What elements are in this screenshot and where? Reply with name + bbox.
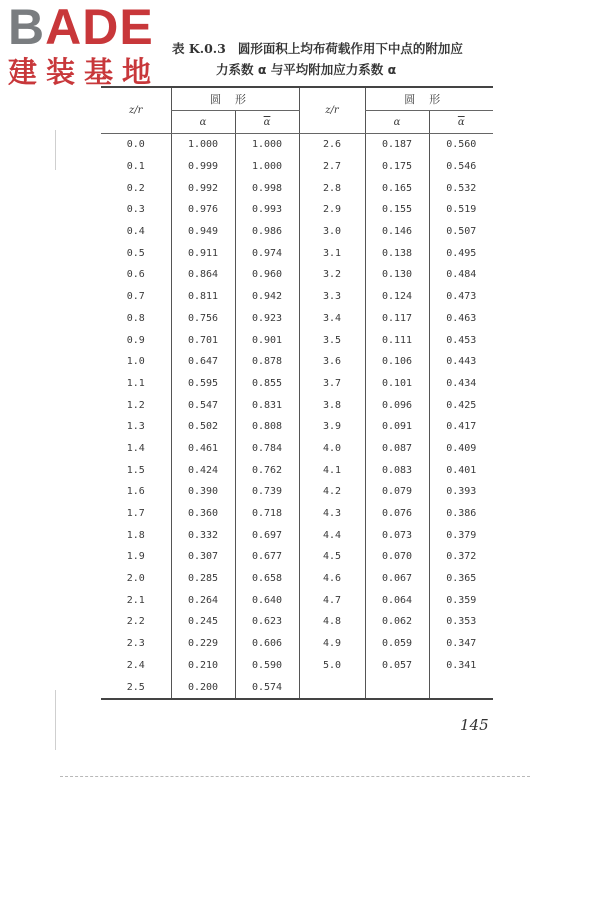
header-alpha-right: α [365,111,429,134]
zr-cell: 1.1 [126,377,145,389]
zr-cell: 2.3 [126,638,145,650]
table-body [101,134,493,699]
alpha-cell: 0.155 [365,199,429,221]
zr-cell: 1.7 [126,508,145,520]
alpha-bar-cell: 0.808 [235,416,299,438]
table-row [101,524,493,546]
table-title [168,38,508,80]
alpha-bar-cell: 1.000 [235,134,299,156]
title-line-2: 力系数 α 与平均附加应力系数 α [216,62,397,77]
alpha-cell: 0.062 [365,611,429,633]
alpha-cell: 0.091 [365,416,429,438]
table-row [101,177,493,199]
alpha-bar-cell: 0.434 [429,373,493,395]
zr-cell: 2.1 [126,594,145,606]
coefficient-table [101,86,493,700]
logo-letters-ade: ADE [45,0,154,55]
alpha-cell: 0.067 [365,568,429,590]
alpha-bar-cell: 0.998 [235,177,299,199]
zr-cell: 3.7 [299,373,365,395]
alpha-bar-cell: 0.341 [429,655,493,677]
alpha-cell: 0.059 [365,633,429,655]
alpha-cell: 0.175 [365,156,429,178]
zr-cell: 0.9 [126,334,145,346]
alpha-bar-cell: 0.417 [429,416,493,438]
alpha-bar-cell: 0.386 [429,503,493,525]
alpha-cell: 0.332 [171,524,235,546]
alpha-cell: 0.106 [365,351,429,373]
zr-cell: 1.5 [126,464,145,476]
table-row [101,503,493,525]
zr-cell: 0.3 [126,204,145,216]
alpha-bar-cell: 0.574 [235,676,299,699]
zr-cell: 1.8 [126,529,145,541]
zr-cell: 2.7 [299,156,365,178]
table-row [101,633,493,655]
alpha-bar-cell: 0.347 [429,633,493,655]
zr-cell: 0.5 [126,247,145,259]
alpha-cell: 1.000 [171,134,235,156]
header-alpha-left: α [171,111,235,134]
scan-artifact-mark [55,690,56,750]
zr-cell: 4.7 [299,589,365,611]
logo-subtitle: 建装基地 [8,55,161,89]
title-line-1 [168,38,508,59]
table-row [101,655,493,677]
alpha-cell [365,676,429,699]
alpha-bar-cell: 1.000 [235,156,299,178]
table-row [101,286,493,308]
alpha-bar-cell: 0.606 [235,633,299,655]
alpha-cell: 0.949 [171,221,235,243]
alpha-bar-cell: 0.878 [235,351,299,373]
header-alpha-bar-right: $\overline{\alpha}$ [429,111,493,134]
table-row [101,611,493,633]
bade-logo [8,2,178,94]
zr-cell: 0.8 [126,312,145,324]
zr-cell: 0.2 [126,182,145,194]
alpha-bar-cell: 0.974 [235,242,299,264]
table-row [101,373,493,395]
alpha-bar-cell: 0.855 [235,373,299,395]
alpha-cell: 0.096 [365,394,429,416]
alpha-cell: 0.864 [171,264,235,286]
scan-artifact-line [60,776,530,777]
table-row [101,351,493,373]
alpha-cell: 0.079 [365,481,429,503]
alpha-bar-cell: 0.831 [235,394,299,416]
alpha-bar-cell: 0.901 [235,329,299,351]
zr-cell: 2.4 [126,659,145,671]
zr-cell: 3.8 [299,394,365,416]
zr-cell: 2.5 [126,681,145,693]
alpha-bar-cell: 0.560 [429,134,493,156]
alpha-cell: 0.701 [171,329,235,351]
alpha-bar-cell: 0.425 [429,394,493,416]
alpha-cell: 0.461 [171,438,235,460]
alpha-cell: 0.307 [171,546,235,568]
table-row [101,568,493,590]
alpha-bar-cell: 0.923 [235,308,299,330]
zr-cell: 3.5 [299,329,365,351]
alpha-cell: 0.083 [365,459,429,481]
alpha-cell: 0.811 [171,286,235,308]
alpha-bar-cell: 0.697 [235,524,299,546]
zr-cell: 4.0 [299,438,365,460]
table-row [101,394,493,416]
table-row [101,308,493,330]
zr-cell: 4.1 [299,459,365,481]
table-row [101,546,493,568]
alpha-bar-cell: 0.546 [429,156,493,178]
alpha-bar-cell: 0.507 [429,221,493,243]
header-group-left: 圆形 [171,87,299,111]
table-number: 表 K.0.3 [172,41,226,56]
zr-cell: 4.2 [299,481,365,503]
zr-cell: 2.6 [299,134,365,156]
zr-cell: 2.9 [299,199,365,221]
table-row [101,264,493,286]
alpha-cell: 0.502 [171,416,235,438]
alpha-cell: 0.111 [365,329,429,351]
alpha-bar-cell: 0.353 [429,611,493,633]
zr-cell: 3.9 [299,416,365,438]
alpha-bar-cell: 0.640 [235,589,299,611]
alpha-bar-cell [429,676,493,699]
header-alpha-bar-left: $\overline{\alpha}$ [235,111,299,134]
alpha-cell: 0.070 [365,546,429,568]
alpha-bar-cell: 0.960 [235,264,299,286]
alpha-bar-cell: 0.993 [235,199,299,221]
alpha-cell: 0.229 [171,633,235,655]
alpha-cell: 0.245 [171,611,235,633]
header-zr-right: z/r [299,87,365,134]
table-row [101,199,493,221]
zr-cell: 4.6 [299,568,365,590]
alpha-cell: 0.595 [171,373,235,395]
page-number: 145 [460,716,489,734]
zr-cell: 4.3 [299,503,365,525]
zr-cell: 1.0 [126,356,145,368]
title-text-1: 圆形面积上均布荷载作用下中点的附加应 [237,41,463,56]
zr-cell: 1.2 [126,399,145,411]
alpha-cell: 0.087 [365,438,429,460]
zr-cell: 5.0 [299,655,365,677]
alpha-cell: 0.101 [365,373,429,395]
logo-wordmark [8,0,154,55]
scan-artifact-mark [55,130,56,170]
alpha-bar-cell: 0.393 [429,481,493,503]
alpha-bar-cell: 0.942 [235,286,299,308]
table-row [101,438,493,460]
alpha-cell: 0.999 [171,156,235,178]
alpha-cell: 0.057 [365,655,429,677]
alpha-cell: 0.210 [171,655,235,677]
header-group-right: 圆形 [365,87,493,111]
alpha-cell: 0.064 [365,589,429,611]
alpha-bar-cell: 0.409 [429,438,493,460]
alpha-cell: 0.360 [171,503,235,525]
alpha-cell: 0.138 [365,242,429,264]
alpha-bar-cell: 0.372 [429,546,493,568]
zr-cell: 0.6 [126,269,145,281]
table-row [101,242,493,264]
zr-cell: 4.5 [299,546,365,568]
zr-cell: 3.0 [299,221,365,243]
alpha-cell: 0.647 [171,351,235,373]
zr-cell: 4.9 [299,633,365,655]
table-row [101,134,493,156]
logo-letter-b: B [8,0,46,55]
alpha-cell: 0.911 [171,242,235,264]
alpha-cell: 0.424 [171,459,235,481]
zr-cell: 2.0 [126,573,145,585]
alpha-cell: 0.976 [171,199,235,221]
alpha-cell: 0.200 [171,676,235,699]
alpha-bar-cell: 0.623 [235,611,299,633]
alpha-cell: 0.073 [365,524,429,546]
table-row [101,481,493,503]
alpha-cell: 0.756 [171,308,235,330]
alpha-bar-cell: 0.532 [429,177,493,199]
table-row [101,459,493,481]
alpha-bar-cell: 0.677 [235,546,299,568]
alpha-cell: 0.264 [171,589,235,611]
alpha-cell: 0.117 [365,308,429,330]
alpha-cell: 0.285 [171,568,235,590]
zr-cell: 4.8 [299,611,365,633]
alpha-bar-cell: 0.359 [429,589,493,611]
zr-cell: 0.0 [126,139,145,151]
table-row [101,221,493,243]
alpha-bar-cell: 0.379 [429,524,493,546]
header-zr-left: z/r [101,87,171,134]
alpha-bar-cell: 0.739 [235,481,299,503]
alpha-cell: 0.390 [171,481,235,503]
alpha-bar-cell: 0.443 [429,351,493,373]
alpha-bar-cell: 0.484 [429,264,493,286]
table-row [101,156,493,178]
alpha-cell: 0.992 [171,177,235,199]
alpha-cell: 0.146 [365,221,429,243]
alpha-cell: 0.124 [365,286,429,308]
alpha-bar-cell: 0.473 [429,286,493,308]
zr-cell: 1.9 [126,551,145,563]
zr-cell: 1.6 [126,486,145,498]
zr-cell: 1.3 [126,421,145,433]
zr-cell: 3.4 [299,308,365,330]
table-row [101,676,493,699]
zr-cell: 0.7 [126,291,145,303]
alpha-bar-cell: 0.784 [235,438,299,460]
alpha-bar-cell: 0.453 [429,329,493,351]
table-row [101,329,493,351]
zr-cell [299,676,365,699]
alpha-bar-cell: 0.718 [235,503,299,525]
table-row [101,589,493,611]
zr-cell: 4.4 [299,524,365,546]
alpha-bar-cell: 0.519 [429,199,493,221]
alpha-cell: 0.165 [365,177,429,199]
alpha-bar-cell: 0.401 [429,459,493,481]
alpha-bar-cell: 0.658 [235,568,299,590]
zr-cell: 0.4 [126,226,145,238]
alpha-cell: 0.547 [171,394,235,416]
zr-cell: 2.2 [126,616,145,628]
alpha-bar-cell: 0.463 [429,308,493,330]
alpha-bar-cell: 0.495 [429,242,493,264]
alpha-cell: 0.187 [365,134,429,156]
alpha-cell: 0.076 [365,503,429,525]
zr-cell: 3.6 [299,351,365,373]
alpha-bar-cell: 0.590 [235,655,299,677]
zr-cell: 0.1 [126,161,145,173]
table-row [101,416,493,438]
zr-cell: 3.2 [299,264,365,286]
alpha-cell: 0.130 [365,264,429,286]
zr-cell: 3.1 [299,242,365,264]
alpha-bar-cell: 0.762 [235,459,299,481]
zr-cell: 1.4 [126,442,145,454]
alpha-bar-cell: 0.986 [235,221,299,243]
zr-cell: 2.8 [299,177,365,199]
zr-cell: 3.3 [299,286,365,308]
alpha-bar-cell: 0.365 [429,568,493,590]
